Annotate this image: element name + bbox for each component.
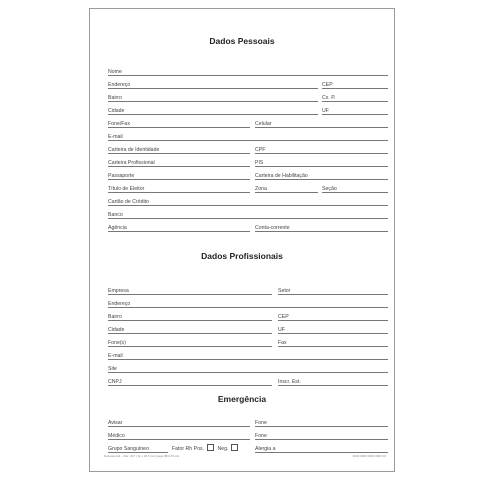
field-address[interactable]: Endereço [108,79,318,89]
field-cnpj[interactable]: CNPJ [108,376,272,386]
field-mobile[interactable]: Celular [255,118,388,128]
section-title-professional: Dados Profissionais [201,251,283,261]
field-phone-fax[interactable]: Fone/Fax [108,118,250,128]
field-emergency-phone-2[interactable]: Fone [255,430,388,440]
rh-negative-label: Neg. [217,446,229,452]
field-cep[interactable]: CEP [322,79,388,89]
field-company-site[interactable]: Site [108,363,388,373]
field-email[interactable]: E-mail [108,131,388,141]
field-notify[interactable]: Avisar [108,417,250,427]
rh-positive-checkbox[interactable] [207,444,214,451]
field-company-email[interactable]: E-mail [108,350,388,360]
field-rh-factor [172,443,252,453]
rh-negative-checkbox[interactable] [231,444,238,451]
field-state[interactable]: UF [322,105,388,115]
field-po-box[interactable]: Cx. P. [322,92,388,102]
field-emergency-phone-1[interactable]: Fone [255,417,388,427]
field-neighborhood[interactable]: Bairro [108,92,318,102]
field-city[interactable]: Cidade [108,105,318,115]
field-voter-id[interactable]: Título de Eleitor [108,183,250,193]
field-company-neighborhood[interactable]: Bairro [108,311,272,321]
field-name[interactable]: Nome [108,66,388,76]
field-company-fax[interactable]: Fax [278,337,388,347]
footer-left: Reliance Ed. - Ref. 407 / 11 x 16,5 (ou) págs 88x170 p/H [104,454,180,458]
field-pis[interactable]: PIS [255,157,388,167]
form-sheet [89,8,395,472]
field-bank[interactable]: Banco [108,209,388,219]
field-company-city[interactable]: Cidade [108,324,272,334]
field-id-card[interactable]: Carteira de Identidade [108,144,250,154]
field-doctor[interactable]: Médico [108,430,250,440]
field-allergy[interactable]: Alergia a [255,443,388,453]
field-blood-type[interactable]: Grupo Sanguíneo [108,443,168,453]
field-company-cep[interactable]: CEP [278,311,388,321]
field-company-phones[interactable]: Fone(s) [108,337,272,347]
field-account[interactable]: Conta-corrente [255,222,388,232]
field-section[interactable]: Seção [322,183,388,193]
field-state-registration[interactable]: Inscr. Est. [278,376,388,386]
field-company-state[interactable]: UF [278,324,388,334]
rh-factor-label: Fator Rh Pos. [172,446,205,452]
field-agency[interactable]: Agência [108,222,250,232]
field-passport[interactable]: Passaporte [108,170,250,180]
field-prof-card[interactable]: Carteira Profissional [108,157,250,167]
field-cpf[interactable]: CPF [255,144,388,154]
field-credit-card[interactable]: Cartão de Crédito [108,196,388,206]
section-title-emergency: Emergência [217,394,267,404]
field-driver-license[interactable]: Carteira de Habilitação [255,170,388,180]
field-company-address[interactable]: Endereço [108,298,388,308]
field-sector[interactable]: Setor [278,285,388,295]
field-company[interactable]: Empresa [108,285,272,295]
section-title-personal: Dados Pessoais [209,36,275,46]
footer-right: 0000 0000 0000 0000 00 [352,454,386,458]
field-zone[interactable]: Zona [255,183,318,193]
